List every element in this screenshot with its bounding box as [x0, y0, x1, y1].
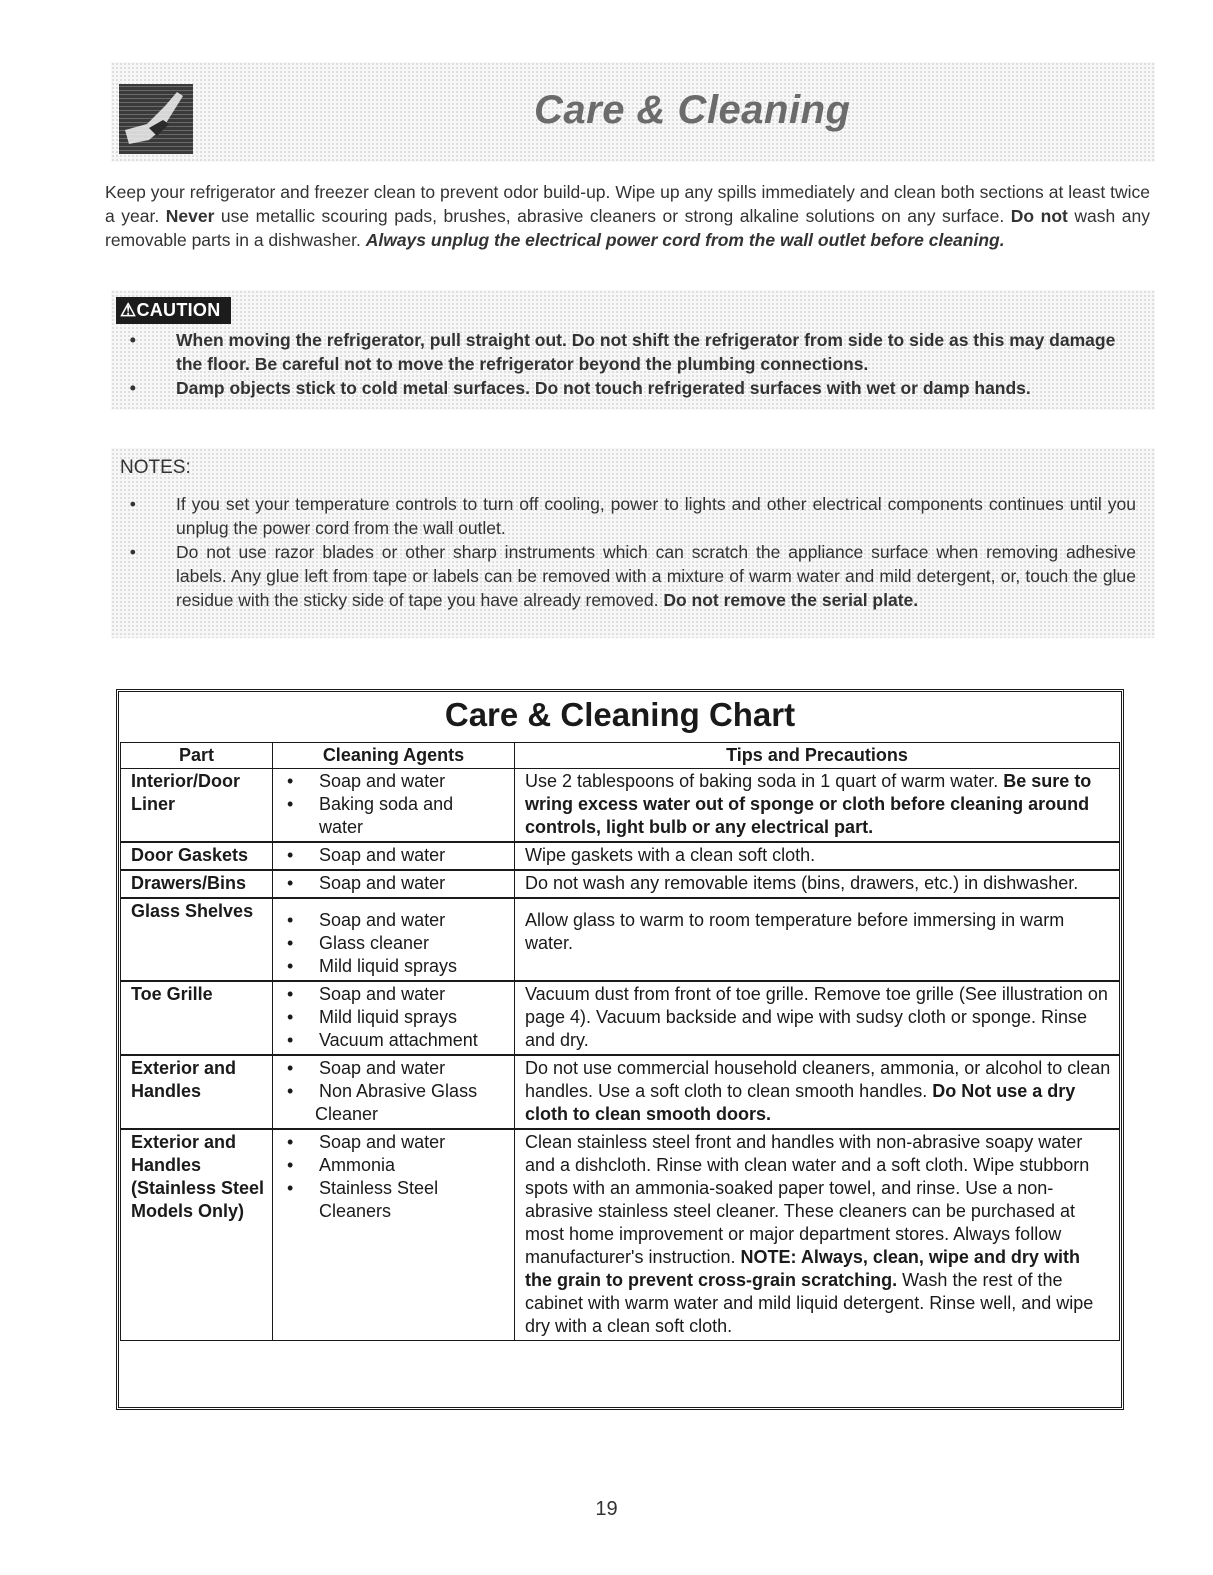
table-row [121, 981, 1120, 1055]
tips-bold: Be sure to wring excess water out of sponge or cloth before cleaning around controls, light bulb or any electrical part. [525, 771, 1092, 837]
caution-item [120, 328, 1140, 374]
table-header-row [121, 743, 1120, 769]
agents-cell [273, 898, 515, 981]
column-header: Tips and Precautions [515, 743, 1120, 769]
agent-item: • Soap and water [273, 983, 514, 1006]
agent-item: • Soap and water [273, 1131, 514, 1154]
agent-item: • Mild liquid sprays [273, 955, 514, 978]
note-item [120, 540, 1140, 610]
intro-never: Never [165, 206, 215, 226]
part-cell: Interior/Door Liner [121, 769, 273, 843]
hand-cleaning-icon [119, 84, 193, 154]
tips-cell [515, 1055, 1120, 1129]
part-cell: Exterior and Handles (Stainless Steel Models Only) [121, 1129, 273, 1341]
page-title: Care & Cleaning [534, 88, 851, 132]
intro-text-3: wash any removable parts in a dishwasher. [105, 206, 1150, 250]
agents-cell [273, 870, 515, 898]
tips-cell: Do not wash any removable items (bins, drawers, etc.) in dishwasher. [515, 870, 1120, 898]
agent-item: • Stainless Steel [273, 1177, 514, 1200]
agent-item: Cleaner [315, 1104, 379, 1124]
tips-bold: NOTE: Always, clean, wipe and dry with the grain to prevent cross-grain scratching. [525, 1247, 1080, 1290]
notes-title: NOTES: [120, 457, 191, 478]
agents-cell [273, 981, 515, 1055]
tips-text-end: Wash the rest of the cabinet with warm water and mild liquid detergent. Rinse well, and wipe dry with a clean soft cloth. [525, 1270, 1094, 1336]
agent-item: • Soap and water [273, 909, 514, 932]
agent-item: • Glass cleaner [273, 932, 514, 955]
note-text-bold: Do not remove the serial plate. [663, 590, 919, 610]
agent-item: water [319, 817, 364, 837]
part-cell: Toe Grille [121, 981, 273, 1055]
intro-text-1: Keep your refrigerator and freezer clean to prevent odor build-up. Wipe up any spills immediately and clean both sections at least twice a year. [105, 182, 1150, 226]
agent-item: • Soap and water [273, 844, 514, 867]
table-row [121, 1129, 1120, 1341]
table-row [121, 1055, 1120, 1129]
table-row [121, 898, 1120, 981]
bullet-icon: • [120, 542, 136, 562]
part-cell: Door Gaskets [121, 842, 273, 870]
agent-item: • Non Abrasive Glass [273, 1080, 514, 1103]
agent-item: Cleaners [319, 1201, 392, 1221]
tips-text: Clean stainless steel front and handles with non-abrasive soapy water and a dishcloth. Rinse with clean water and a soft cloth. Wipe stubborn spots with an ammonia-soaked paper towel, and rinse. Use a non-abrasive stainless steel cleaner. These cleaners can be purchased at most home improvement or major department stores. Always follow manufacturer's instruction. [525, 1132, 1090, 1267]
caution-label [116, 297, 231, 324]
chart-title: Care & Cleaning Chart [444, 696, 796, 733]
agents-cell [273, 769, 515, 843]
intro-do-not: Do not [1010, 206, 1068, 226]
agents-cell [273, 842, 515, 870]
caution-item-text: When moving the refrigerator, pull straight out. Do not shift the refrigerator from side to side as this may damage the floor. Be careful not to move the refrigerator beyond the plumbing connections. [176, 330, 1116, 374]
note-text-regular: Do not use razor blades or other sharp instruments which can scratch the appliance surface when removing adhesive labels. Any glue left from tape or labels can be removed with a mixture of warm water and mild detergent, or, touch the glue residue with the sticky side of tape you have already removed. [176, 542, 1136, 610]
agent-item: • Soap and water [273, 872, 514, 895]
tips-cell: Vacuum dust from front of toe grille. Remove toe grille (See illustration on page 4). Vacuum backside and wipe with sudsy cloth or sponge. Rinse and dry. [515, 981, 1120, 1055]
table-row [121, 769, 1120, 843]
table-row [121, 842, 1120, 870]
note-item-text [176, 540, 1136, 612]
agent-item: • Mild liquid sprays [273, 1006, 514, 1029]
care-cleaning-table [120, 742, 1120, 1341]
intro-text-2: use metallic scouring pads, brushes, abrasive cleaners or strong alkaline solutions on any surface. [214, 206, 1011, 226]
bullet-icon: • [120, 330, 136, 350]
note-item-text: If you set your temperature controls to turn off cooling, power to lights and other electrical components continues until you unplug the power cord from the wall outlet. [176, 494, 1136, 538]
tips-bold: Do Not use a dry cloth to clean smooth doors. [525, 1081, 1076, 1124]
page-number: 19 [595, 1498, 618, 1520]
column-header: Part [121, 743, 273, 769]
agent-item: • Baking soda and [273, 793, 514, 816]
tips-cell: Allow glass to warm to room temperature before immersing in warm water. [515, 898, 1120, 981]
tips-cell [515, 769, 1120, 843]
agent-item: • Soap and water [273, 1057, 514, 1080]
part-cell: Drawers/Bins [121, 870, 273, 898]
agent-item: • Ammonia [273, 1154, 514, 1177]
part-cell: Glass Shelves [121, 898, 273, 981]
warning-triangle-icon: ⚠ [120, 300, 137, 320]
agents-cell [273, 1129, 515, 1341]
tips-text: Do not use commercial household cleaners, ammonia, or alcohol to clean handles. Use a soft cloth to clean smooth handles. [525, 1058, 1111, 1101]
caution-label-text: CAUTION [136, 300, 221, 320]
tips-cell: Wipe gaskets with a clean soft cloth. [515, 842, 1120, 870]
bullet-icon: • [120, 494, 136, 514]
part-cell: Exterior and Handles [121, 1055, 273, 1129]
caution-item-text: Damp objects stick to cold metal surfaces. Do not touch refrigerated surfaces with wet or damp hands. [176, 378, 1031, 398]
bullet-icon: • [120, 378, 136, 398]
column-header: Cleaning Agents [273, 743, 515, 769]
agent-item: • Vacuum attachment [273, 1029, 514, 1052]
table-row [121, 870, 1120, 898]
tips-cell [515, 1129, 1120, 1341]
agents-cell [273, 1055, 515, 1129]
tips-text: Use 2 tablespoons of baking soda in 1 quart of warm water. [525, 771, 1004, 791]
intro-paragraph [105, 180, 1150, 252]
caution-item [120, 376, 1140, 400]
agent-item: • Soap and water [273, 770, 514, 793]
intro-warning: Always unplug the electrical power cord from the wall outlet before cleaning. [365, 230, 1005, 250]
note-item [120, 492, 1140, 538]
